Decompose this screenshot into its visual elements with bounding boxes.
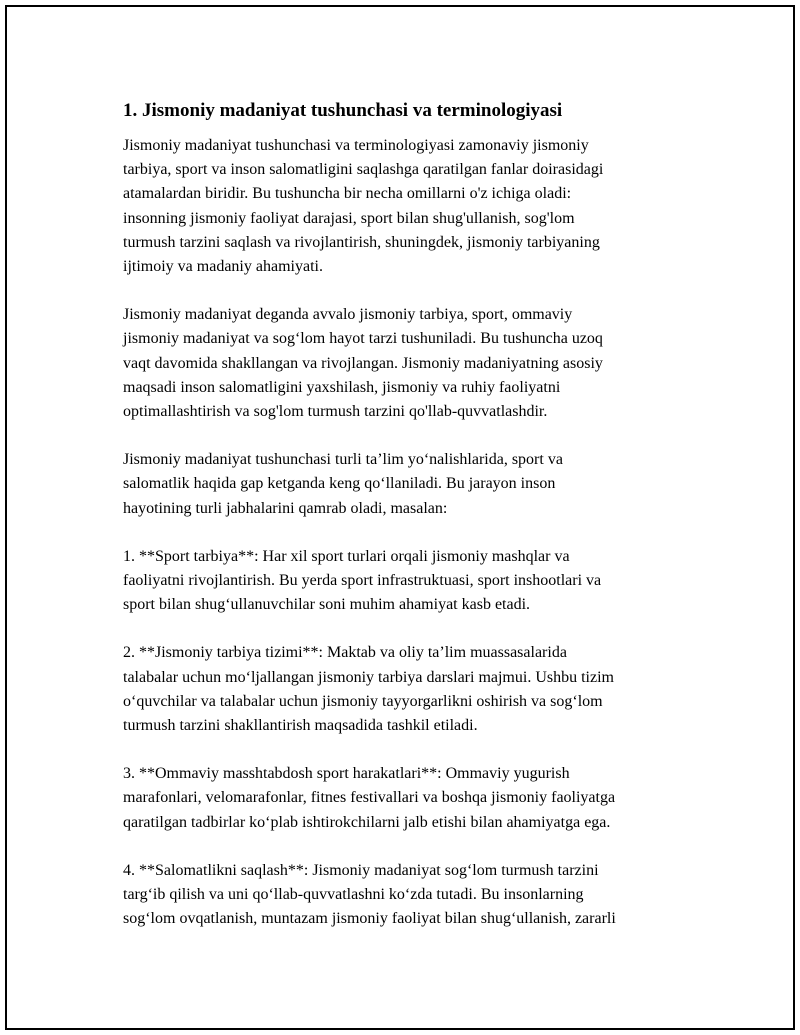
- text-line: Jismoniy madaniyat tushunchasi va terminologiyasi zamonaviy jismoniy: [123, 137, 589, 154]
- text-line: sport bilan shug‘ullanuvchilar soni muhim ahamiyat kasb etadi.: [123, 596, 531, 614]
- text-line: faoliyatni rivojlantirish. Bu yerda sport infrastruktuasi, sport inshootlari va: [123, 572, 602, 590]
- text-line: talabalar uchun mo‘ljallangan jismoniy tarbiya darslari majmui. Ushbu tizim: [123, 668, 614, 686]
- text-line: o‘quvchilar va talabalar uchun jismoniy tayyorgarlikni oshirish va sog‘lom: [123, 692, 603, 710]
- text-line: 2. **Jismoniy tarbiya tizimi**: Maktab va oliy ta’lim muassasalarida: [123, 644, 567, 662]
- text-line: optimallashtirish va sog'lom turmush tarzini qo'llab-quvvatlashdir.: [123, 403, 548, 421]
- text-line: tarbiya, sport va inson salomatligini saqlashga qaratilgan fanlar doirasidagi: [123, 161, 604, 179]
- text-line: maqsadi inson salomatligini yaxshilash, jismoniy va ruhiy faoliyatni: [123, 378, 561, 396]
- text-line: qaratilgan tadbirlar ko‘plab ishtirokchilarni jalb etishi bilan ahamiyatga ega.: [123, 813, 611, 831]
- text-line: Jismoniy madaniyat tushunchasi turli ta’lim yo‘nalishlarida, sport va: [123, 451, 563, 469]
- paragraph: [123, 859, 718, 932]
- paragraph: [123, 303, 718, 424]
- text-line: salomatlik haqida gap ketganda keng qo‘llaniladi. Bu jarayon inson: [123, 475, 556, 493]
- text-line: vaqt davomida shakllangan va rivojlangan. Jismoniy madaniyatning asosiy: [123, 354, 603, 372]
- text-line: ijtimoiy va madaniy ahamiyati.: [123, 258, 323, 276]
- paragraph: [123, 448, 718, 521]
- text-line: jismoniy madaniyat va sog‘lom hayot tarzi tushuniladi. Bu tushuncha uzoq: [123, 330, 603, 348]
- document-body: [118, 99, 718, 955]
- text-line: 3. **Ommaviy masshtabdosh sport harakatlari**: Ommaviy yugurish: [123, 765, 570, 783]
- text-line: marafonlari, velomarafonlar, fitnes festivallari va boshqa jismoniy faoliyatga: [123, 789, 616, 807]
- text-line: Jismoniy madaniyat deganda avvalo jismoniy tarbiya, sport, ommaviy: [123, 306, 573, 324]
- paragraph: [123, 545, 718, 618]
- text-line: 4. **Salomatlikni saqlash**: Jismoniy madaniyat sog‘lom turmush tarzini: [123, 861, 599, 879]
- paragraph: [123, 641, 718, 738]
- text-line: atamalardan biridir. Bu tushuncha bir necha omillarni o'z ichiga oladi:: [123, 185, 572, 203]
- text-line: 1. **Sport tarbiya**: Har xil sport turlari orqali jismoniy mashqlar va: [123, 547, 570, 565]
- paragraph: [123, 134, 718, 279]
- paragraph-list: [118, 134, 718, 931]
- text-line: sog‘lom ovqatlanish, muntazam jismoniy faoliyat bilan shug‘ullanish, zararli: [123, 910, 616, 928]
- text-line: hayotining turli jabhalarini qamrab oladi, masalan:: [123, 499, 448, 517]
- paragraph: [123, 762, 718, 835]
- page-frame: [5, 5, 795, 1030]
- section-heading: 1. Jismoniy madaniyat tushunchasi va terminologiyasi: [123, 100, 563, 121]
- text-line: turmush tarzini shakllantirish maqsadida tashkil etiladi.: [123, 717, 478, 735]
- text-line: targ‘ib qilish va uni qo‘llab-quvvatlashni ko‘zda tutadi. Bu insonlarning: [123, 886, 584, 904]
- text-line: insonning jismoniy faoliyat darajasi, sport bilan shug'ullanish, sog'lom: [123, 209, 575, 227]
- text-line: turmush tarzini saqlash va rivojlantirish, shuningdek, jismoniy tarbiyaning: [123, 233, 600, 251]
